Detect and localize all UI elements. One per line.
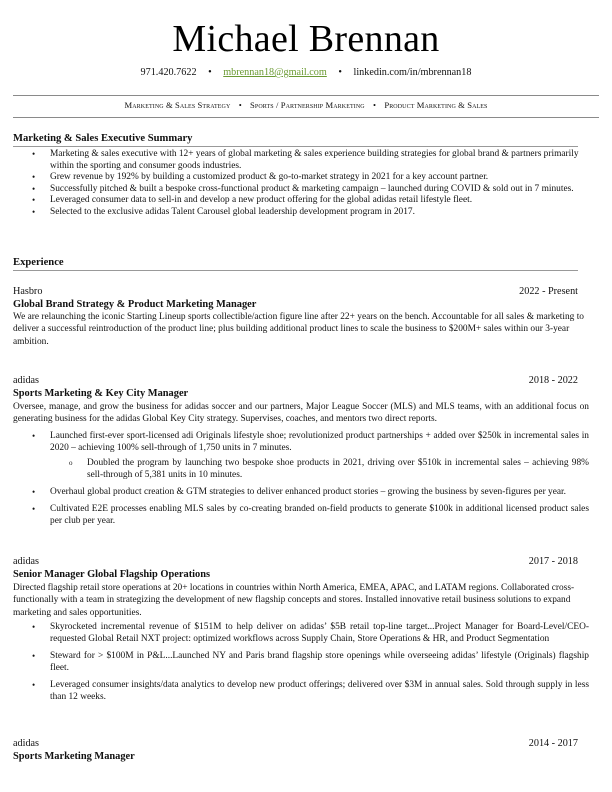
candidate-name: Michael Brennan [172,18,440,60]
summary-bullet: • Marketing & sales executive with 12+ years of global marketing & sales experience building strategies for global brand & partners primarily within the sporting and consumer goods industries. [13,149,581,172]
job-dates: 2022 - Present [519,286,578,297]
job-bullet: • Overhaul global product creation & GTM strategies to deliver enhanced product stories – growing the business by seven-figures per year. [13,486,589,498]
experience-heading: Experience [13,257,64,268]
email-link[interactable]: mbrennan18@gmail.com [223,67,327,78]
job-dates: 2018 - 2022 [528,375,578,386]
job-company: adidas [13,556,40,567]
job-dates: 2014 - 2017 [528,738,578,749]
job-title: Sports Marketing Manager [13,751,135,762]
summary-list [13,149,581,219]
job-title: Senior Manager Global Flagship Operations [13,569,211,580]
job-bullet: • Cultivated E2E processes enabling MLS sales by co-creating branded on-field products to generate $100k in additional licensed product sales per club per year. [13,503,589,527]
job-dates: 2017 - 2018 [528,556,578,567]
bullet-separator: • [238,100,242,110]
job-title: Global Brand Strategy & Product Marketing Manager [13,299,257,310]
skill-item: Product Marketing & Sales [384,100,488,110]
job-company: adidas [13,738,40,749]
job-title: Sports Marketing & Key City Manager [13,388,189,399]
bullet-separator: • [208,67,212,78]
summary-heading: Marketing & Sales Executive Summary [13,133,193,144]
job-sub-bullets [50,457,589,481]
contact-line [0,66,612,79]
job-bullets [13,621,589,708]
summary-bullet: • Grew revenue by 192% by building a customized product & go-to-market strategy in 2021 for a key account partner. [13,172,581,184]
summary-bullet: • Successfully pitched & built a bespoke cross-functional product & marketing campaign – launched during COVID & sold out in 7 minutes. [13,184,581,196]
experience-underline [13,270,578,271]
job-description: Directed flagship retail store operations at 20+ locations in countries within North America, EMEA, APAC, and LATAM regions. Collaborated cross-functionally with a team in strategizing the development of new flagship concepts and stores. Installed innovative retail business solutions to expand marketing and sales opportunities. [13,583,575,618]
job-bullets [13,430,589,532]
skill-item: Marketing & Sales Strategy [124,100,231,110]
job-sub-bullet: o Doubled the program by launching two bespoke shoe products in 2021, driving over $510k in incremental sales – achieving 98% sell-through of 5,381 units in 10 minutes. [50,457,589,481]
bullet-separator: • [338,67,342,78]
job-company: Hasbro [13,286,43,297]
job-bullet: • Steward for > $100M in P&L...Launched NY and Paris brand flagship store openings while overseeing adidas’ lifestyle (Originals) flagship fleet. [13,650,589,674]
job-bullet: • Leveraged consumer insights/data analytics to develop new product offerings; delivered over $3M in annual sales. Sold through supply in less than 12 weeks. [13,679,589,703]
header-divider-top [13,95,599,96]
summary-underline [13,146,578,147]
job-bullet: • Skyrocketed incremental revenue of $151M to help deliver on adidas’ $5B retail top-line target...Project Manager for Board-Level/CEO-requested Global Retail NXT project: optimized workflows across Supply Chain, Store Operations & HR, and Product Segmentation [13,621,589,645]
job-bullet-text: Launched first-ever sport-licensed adi Originals lifestyle shoe; revolutionized product partnerships + added over $250k in incremental sales in 2020 – achieving 100% sell-through of 1,750 units in 7 minutes. [50,431,589,453]
job-description: We are relaunching the iconic Starting Lineup sports collectible/action figure line after 22+ years on the bench. Accountable for all sales & marketing to deliver a successful reintroduction of the product line; plus building additional product lines to scale the business to $200M+ sales within our 3-year ambition. [13,312,584,347]
bullet-separator: • [372,100,377,110]
header-divider-bottom [13,117,599,118]
summary-bullet: • Leveraged consumer data to sell-in and develop a new product offering for the global adidas retail lifestyle fleet. [13,195,581,207]
summary-bullet: • Selected to the exclusive adidas Talent Carousel global leadership development program in 2017. [13,207,581,219]
job-description: Oversee, manage, and grow the business for adidas soccer and our partners, Major League Soccer (MLS) and MLS teams, with an additional focus on generating business for the adidas Global Key City strategy. Supervises, coaches, and mentors two direct reports. [13,402,589,425]
job-bullet [13,430,589,481]
job-company: adidas [13,375,40,386]
linkedin-url[interactable]: linkedin.com/in/mbrennan18 [353,67,472,78]
skill-item: Sports / Partnership Marketing [250,100,365,110]
phone-number: 971.420.7622 [140,67,197,78]
skills-banner [0,99,612,111]
